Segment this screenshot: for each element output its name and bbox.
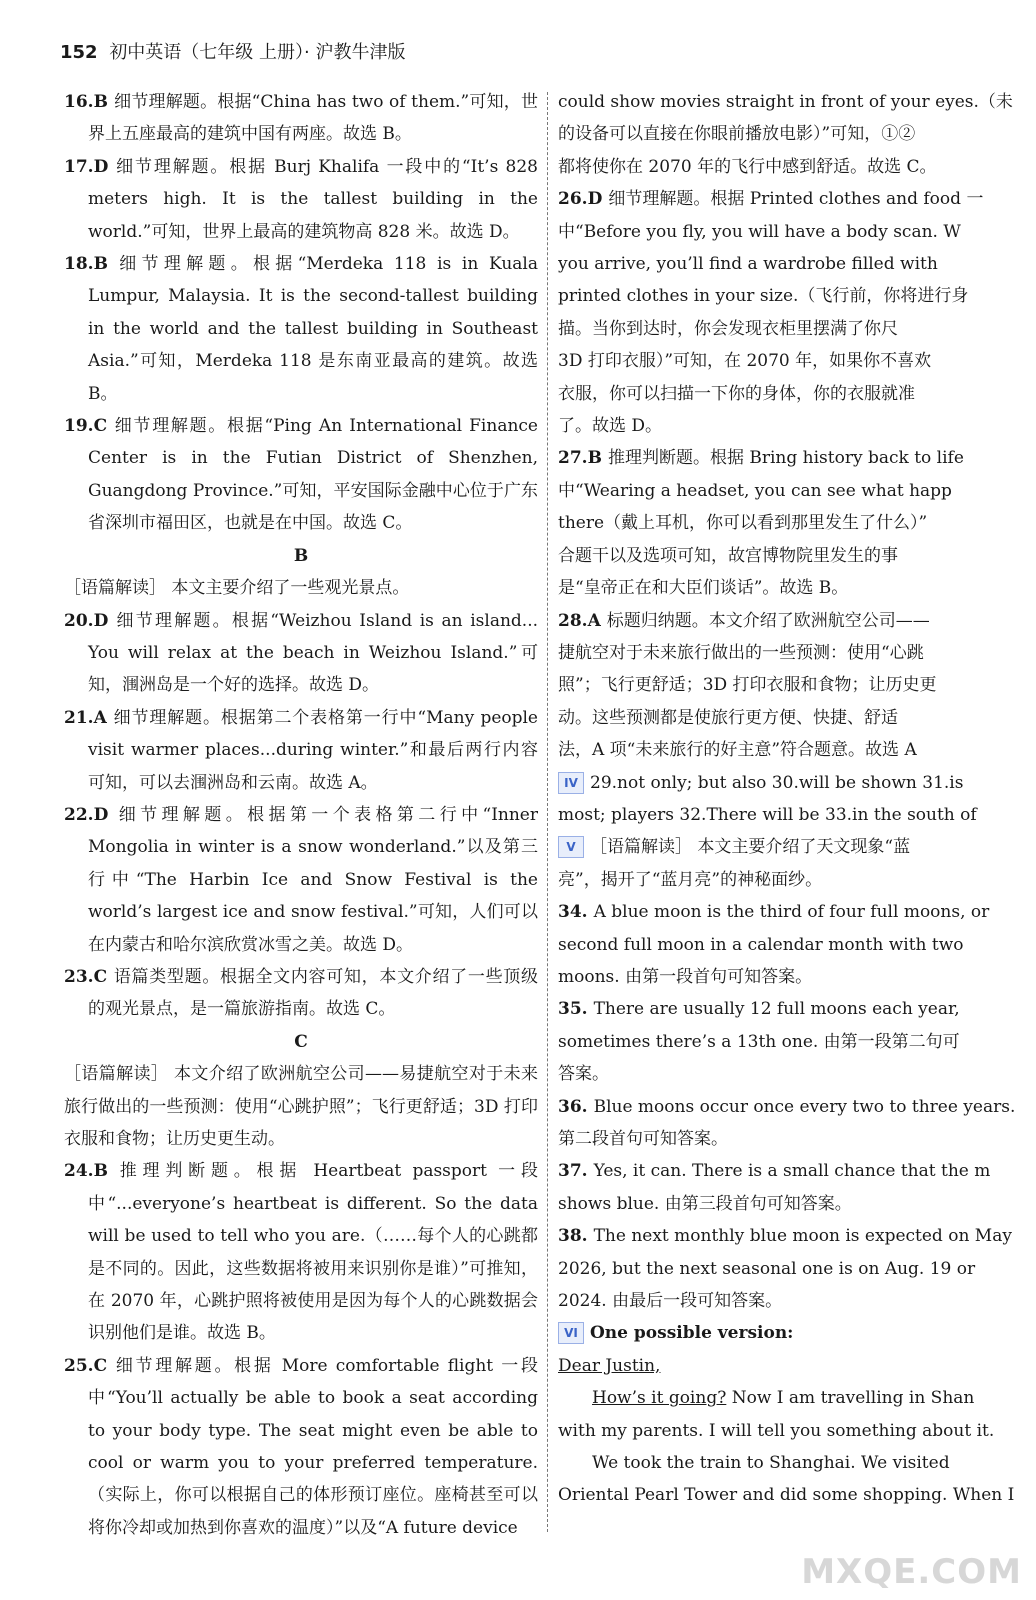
text-line: 细节理解题。根据 Printed clothes and food 一 (608, 189, 984, 210)
answer-text: 细节理解题。根据 Burj Khalifa 一段中的“It’s 828 meters high. It is the tallest building in the world.”可知，世界上最高的建筑物高 828 米。故选 D。 (88, 156, 538, 242)
letter-line: with my parents. I will tell you something about it. (558, 1420, 995, 1441)
text-line: 合题干以及选项可知，故宫博物院里发生的事 (558, 545, 898, 566)
text-line: there（戴上耳机，你可以看到那里发生了什么）” (558, 513, 928, 534)
answer-number: 37. (558, 1161, 588, 1182)
text-line: most; players 32.There will be 33.in the south of (558, 804, 977, 825)
answer-number: 34. (558, 902, 588, 923)
text-line: There are usually 12 full moons each year, (593, 999, 960, 1020)
answer-number: 36. (558, 1096, 588, 1117)
answer-text: 细节理解题。根据“Ping An International Finance Center is in the Futian District of Shenzhen, Guangdong Province.”可知，平安国际金融中心位于广东省深圳市福田区，也就是在中国。故选 C。 (88, 416, 538, 534)
answer-text: 细节理解题。根据“Merdeka 118 is in Kuala Lumpur, Malaysia. It is the second-tallest building in the world and the tallest building in Southeast Asia.”可知，Merdeka 118 是东南亚最高的建筑。故选 B。 (88, 254, 538, 404)
section-vi (558, 1317, 1036, 1511)
answer-34 (558, 896, 1036, 993)
answer-number: 25.C (64, 1355, 108, 1376)
answer-number: 20.D (64, 610, 109, 631)
answer-text: 细节理解题。根据“China has two of them.”可知，世界上五座最高的建筑中国有两座。故选 B。 (88, 92, 538, 145)
section-v-badge: V (558, 836, 584, 858)
letter-line: Oriental Pearl Tower and did some shopping. When I (558, 1485, 1015, 1506)
column-divider (547, 92, 548, 1532)
answer-number: 17.D (64, 156, 109, 177)
text-line: sometimes there’s a 13th one. 由第一段第二句可 (558, 1031, 960, 1052)
answer-19 (64, 410, 538, 540)
text-line: 第二段首句可知答案。 (558, 1129, 728, 1149)
answer-number: 23.C (64, 966, 108, 987)
section-iv (558, 767, 1036, 832)
answer-number: 19.C (64, 416, 108, 437)
answer-23 (64, 961, 538, 1026)
answer-number: 38. (558, 1226, 588, 1247)
answer-22 (64, 799, 538, 961)
answer-text: 推理判断题。根据 Heartbeat passport 一段中“...everyone’s heartbeat is different. So the data will be used to tell who you are.（……每个人的心跳都是不同的。因此，这些数据将被用来识别你是谁）”可推知，在 2070 年，心跳护照将被使用是因为每个人的心跳数据会识别他们是谁。故选 B。 (88, 1161, 538, 1344)
section-c-heading: C (294, 1031, 308, 1052)
text-line: 衣服，你可以扫描一下你的身体，你的衣服就准 (558, 383, 915, 404)
watermark: MXQE.COM (801, 1552, 1022, 1592)
answer-21 (64, 702, 538, 799)
text-line: moons. 由第一段首句可知答案。 (558, 966, 813, 987)
answer-17 (64, 151, 538, 248)
text-segment: Now I am travelling in Shan (726, 1388, 975, 1409)
text-line: 中“Wearing a headset, you can see what happ (558, 480, 952, 501)
text-line: The next monthly blue moon is expected on May (593, 1226, 1012, 1247)
text-line: Blue moons occur once every two to three years. (593, 1096, 1016, 1117)
answer-37 (558, 1155, 1036, 1220)
page-number: 152 (60, 42, 98, 63)
answer-text: 细节理解题。根据第一个表格第二行中“Inner Mongolia in winter is a snow wonderland.”以及第三行中“The Harbin Ice and Snow Festival is the world’s largest ice and snow festival.”可知，人们可以在内蒙古和哈尔滨欣赏冰雪之美。故选 D。 (88, 804, 538, 955)
text-line: 动。这些预测都是使旅行更方便、快捷、舒适 (558, 707, 898, 728)
answer-number: 22.D (64, 804, 109, 825)
text-line: 是“皇帝正在和大臣们谈话”。故选 B。 (558, 578, 849, 599)
letter-salutation: Dear Justin, (558, 1355, 661, 1376)
text-line: 3D 打印衣服）”可知，在 2070 年，如果你不喜欢 (558, 351, 932, 372)
text-line: could show movies straight in front of your eyes.（未 (558, 92, 1013, 112)
answer-number: 27.B (558, 448, 602, 469)
text-line: 了。故选 D。 (558, 416, 663, 437)
answer-text: 细节理解题。根据 More comfortable flight 一段中“You’ll actually be able to book a seat according to your body type. The seat might even be able to cool or warm you to your preferred temperature.（实际上，你可以根据自己的体形预订座位。座椅甚至可以将你冷却或加热到你喜欢的温度）”以及“A future device (88, 1355, 538, 1536)
text-line: 中“Before you fly, you will have a body scan. W (558, 221, 961, 242)
text-line: 照”；飞行更舒适；3D 打印衣服和食物；让历史更 (558, 675, 937, 696)
text-line: 亮”，揭开了“蓝月亮”的神秘面纱。 (558, 869, 823, 890)
left-column (64, 86, 538, 1536)
answer-20 (64, 605, 538, 702)
page-header (60, 38, 405, 68)
section-b-heading: B (293, 545, 309, 566)
text-line: shows blue. 由第三段首句可知答案。 (558, 1193, 852, 1214)
answer-25 (64, 1350, 538, 1536)
right-column (558, 86, 1036, 1546)
section-b-intro: ［语篇解读］ 本文主要介绍了一些观光景点。 (64, 578, 410, 599)
text-line: 描。当你到达时，你会发现衣柜里摆满了你尺 (558, 318, 898, 339)
answer-number: 26.D (558, 189, 603, 210)
answer-27 (558, 442, 1036, 604)
answer-text: 细节理解题。根据“Weizhou Island is an island... You will relax at the beach in Weizhou Island.”可知，涠洲岛是一个好的选择。故选 D。 (88, 610, 538, 696)
answer-text: 细节理解题。根据第二个表格第一行中“Many people visit warmer places...during winter.”和最后两行内容可知，可以去涠洲岛和云南。故选 A。 (88, 707, 538, 793)
section-vi-title: One possible version: (590, 1323, 794, 1344)
answer-26 (558, 183, 1036, 442)
answer-text: 语篇类型题。根据全文内容可知，本文介绍了一些顶级的观光景点，是一篇旅游指南。故选 C。 (88, 966, 538, 1020)
underlined-phrase: How’s it going? (592, 1388, 727, 1409)
answer-28 (558, 605, 1036, 767)
answer-25-continued (558, 86, 1036, 183)
answer-35 (558, 993, 1036, 1090)
answer-16 (64, 86, 538, 151)
answer-number: 21.A (64, 707, 107, 728)
text-line: 法，A 项“未来旅行的好主意”符合题意。故选 A (558, 740, 917, 761)
text-line: 2024. 由最后一段可知答案。 (558, 1291, 783, 1312)
letter-line (558, 1382, 1036, 1414)
answer-38 (558, 1220, 1036, 1317)
text-line: second full moon in a calendar month with two (558, 934, 964, 955)
text-line: Yes, it can. There is a small chance that the m (593, 1161, 991, 1182)
section-iv-badge: IV (558, 772, 584, 794)
text-line: A blue moon is the third of four full moons, or (593, 902, 990, 923)
section-vi-badge: VI (558, 1322, 584, 1344)
answer-24 (64, 1155, 538, 1349)
text-line: 推理判断题。根据 Bring history back to life (607, 448, 964, 469)
text-line: 的设备可以直接在你眼前播放电影）”可知，①② (558, 124, 916, 145)
text-line: 答案。 (558, 1064, 609, 1085)
section-v (558, 831, 1036, 896)
answer-number: 24.B (64, 1161, 108, 1182)
answer-number: 35. (558, 999, 588, 1020)
text-line: 都将使你在 2070 年的飞行中感到舒适。故选 C。 (558, 156, 937, 177)
text-line: ［语篇解读］ 本文主要介绍了天文现象“蓝 (590, 837, 911, 858)
answer-18 (64, 248, 538, 410)
text-line: you arrive, you’ll find a wardrobe filled with (558, 254, 938, 275)
letter-line: We took the train to Shanghai. We visited (592, 1453, 950, 1474)
text-line: 29.not only; but also 30.will be shown 31.is (590, 772, 964, 793)
text-line: 标题归纳题。本文介绍了欧洲航空公司—— (606, 610, 930, 631)
book-title: 初中英语（七年级 上册）· 沪教牛津版 (109, 42, 406, 63)
section-c-intro: ［语篇解读］ 本文介绍了欧洲航空公司——易捷航空对于未来旅行做出的一些预测：使用“心跳护照”；飞行更舒适；3D 打印衣服和食物；让历史更生动。 (64, 1064, 538, 1149)
text-line: printed clothes in your size.（飞行前，你将进行身 (558, 286, 969, 307)
answer-number: 18.B (64, 254, 108, 275)
answer-number: 28.A (558, 610, 601, 631)
text-line: 捷航空对于未来旅行做出的一些预测：使用“心跳 (558, 642, 924, 663)
answer-36 (558, 1091, 1036, 1156)
answer-number: 16.B (64, 92, 108, 112)
text-line: 2026, but the next seasonal one is on Aug. 19 or (558, 1258, 976, 1279)
